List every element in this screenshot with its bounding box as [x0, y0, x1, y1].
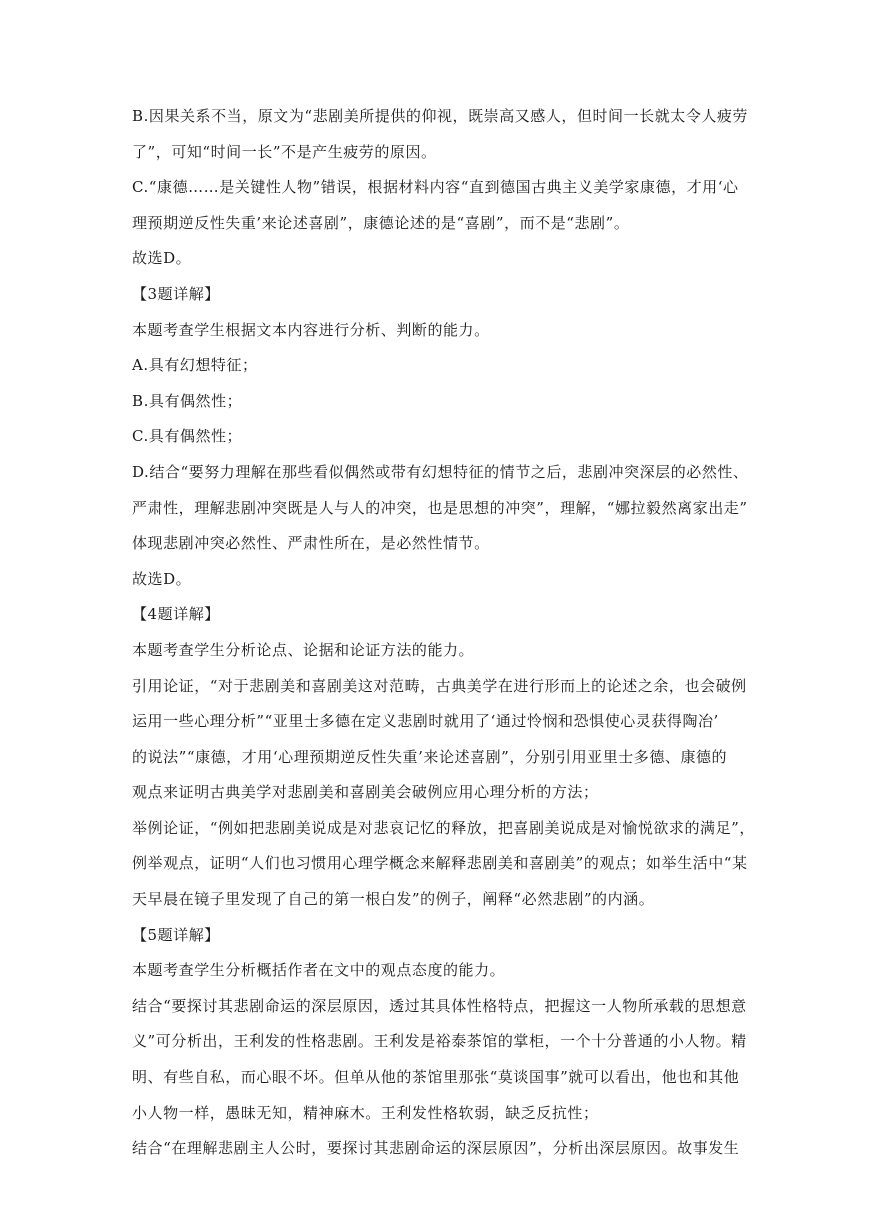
section-heading-3: 【3题详解】: [132, 284, 220, 303]
option-b-line: B.具有偶然性；: [132, 391, 243, 410]
section-heading-4: 【4题详解】: [132, 605, 220, 624]
text-line-23: 天早晨在镜子里发现了自己的第一根白发”的例子，阐释“必然悲剧”的内涵。: [132, 890, 655, 909]
text-line-16: 本题考查学生分析论点、论据和论证方法的能力。: [132, 640, 475, 659]
text-line-4: 理预期逆反性失重’来论述喜剧”，康德论述的是“喜剧”，而不是“悲剧”。: [132, 213, 630, 232]
text-line-21: 举例论证，“例如把悲剧美说成是对悲哀记忆的释放，把喜剧美说成是对愉悦欲求的满足”，: [132, 818, 755, 837]
option-a-line: A.具有幻想特征；: [132, 356, 258, 375]
section-heading-5: 【5题详解】: [132, 925, 220, 944]
text-line-19: 的说法”“康德，才用‘心理预期逆反性失重’来论述喜剧”，分别引用亚里士多德、康德的: [132, 747, 728, 766]
text-line-2: 了”，可知“时间一长”不是产生疲劳的原因。: [132, 142, 437, 161]
text-line-26: 结合“要探讨其悲剧命运的深层原因，透过其具体性格特点，把握这一人物所承载的思想意: [132, 996, 747, 1015]
text-line-1: B.因果关系不当，原文为“悲剧美所提供的仰视，既崇高又感人，但时间一长就太令人疲劳: [132, 107, 749, 125]
text-line-20: 观点来证明古典美学对悲剧美和喜剧美会破例应用心理分析的方法；: [132, 783, 599, 802]
text-line-12: 严肃性，理解悲剧冲突既是人与人的冲突，也是思想的冲突”，理解，“娜拉毅然离家出走”: [132, 498, 748, 517]
option-d-line: D.结合“要努力理解在那些看似偶然或带有幻想特征的情节之后，悲剧冲突深层的必然性、: [132, 462, 749, 481]
document-page: [132, 107, 755, 1175]
text-line-30: 结合“在理解悲剧主人公时，要探讨其悲剧命运的深层原因”，分析出深层原因。故事发生: [132, 1139, 740, 1158]
text-line-13: 体现悲剧冲突必然性、严肃性所在，是必然性情节。: [132, 534, 490, 553]
text-line-27: 义”可分析出，王利发的性格悲剧。王利发是裕泰茶馆的掌柜，一个十分普通的小人物。精: [132, 1032, 747, 1051]
text-line-29: 小人物一样，愚昧无知，精神麻木。王利发性格软弱，缺乏反抗性；: [132, 1103, 599, 1122]
text-line-28: 明、有些自私，而心眼不坏。但单从他的茶馆里那张“莫谈国事”就可以看出，他也和其他: [132, 1068, 740, 1087]
text-line-25: 本题考查学生分析概括作者在文中的观点态度的能力。: [132, 961, 506, 980]
text-line-7: 本题考查学生根据文本内容进行分析、判断的能力。: [132, 320, 490, 339]
answer-line: 故选D。: [132, 249, 192, 268]
text-line-3: C.“康德……是关键性人物”错误，根据材料内容“直到德国古典主义美学家康德，才用‘心: [132, 178, 739, 197]
answer-line: 故选D。: [132, 569, 192, 588]
option-c-line: C.具有偶然性；: [132, 427, 243, 446]
text-line-17: 引用论证，“对于悲剧美和喜剧美这对范畴，古典美学在进行形而上的论述之余，也会破例: [132, 676, 747, 695]
text-line-18: 运用一些心理分析”“亚里士多德在定义悲剧时就用了‘通过怜悯和恐惧使心灵获得陶冶’: [132, 712, 719, 731]
text-line-22: 例举观点，证明“人们也习惯用心理学概念来解释悲剧美和喜剧美”的观点；如举生活中“某: [132, 854, 748, 873]
